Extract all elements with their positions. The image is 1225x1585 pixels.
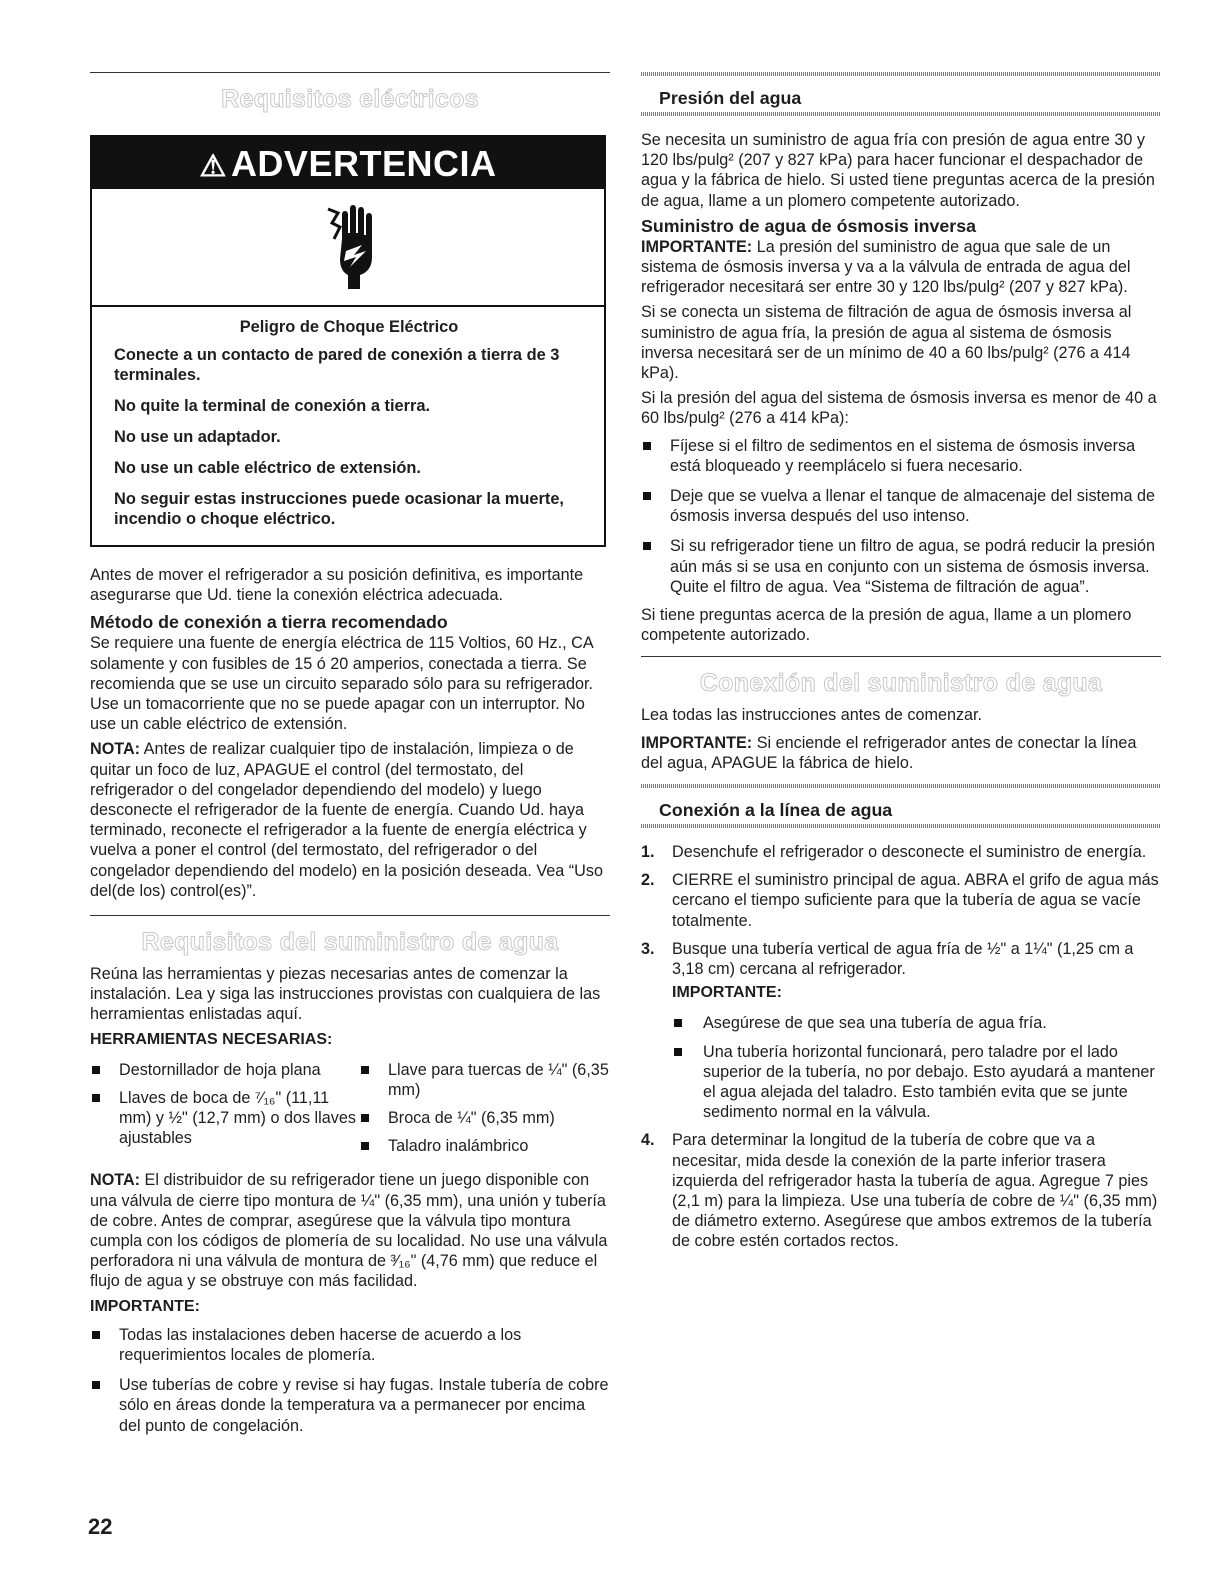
step-item — [641, 939, 1161, 1122]
ro-item: Deje que se vuelva a llenar el tanque de almacenaje del sistema de ósmosis inversa después del uso intenso. — [641, 486, 1161, 526]
tool-item: Destornillador de hoja plana — [90, 1060, 359, 1080]
water-pressure-text: Se necesita un suministro de agua fría con presión de agua entre 30 y 120 lbs/pulg² (207 y 827 kPa) para hacer funcionar el despachador de agua y la fábrica de hielo. Si usted tiene preguntas acerca de la presión de agua, llame a un plomero competente autorizado. — [641, 131, 1155, 210]
warning-line: No seguir estas instrucciones puede ocasionar la muerte, incendio o choque eléctrico. — [114, 490, 564, 528]
step-text: Busque una tubería vertical de agua fría de ½" a 1¼" (1,25 cm a 3,18 cm) cercana al refrigerador. — [672, 939, 1134, 979]
step-item — [641, 842, 1161, 862]
water-connection-title: Conexión del suministro de agua — [699, 669, 1103, 698]
section-rule — [90, 915, 610, 916]
ro-item: Fíjese si el filtro de sedimentos en el sistema de ósmosis inversa está bloqueado y reemplácelo si fuera necesario. — [641, 436, 1161, 476]
ground-method-heading: Método de conexión a tierra recomendado — [90, 612, 448, 633]
step3-list — [672, 1013, 1161, 1122]
ro-closing-text: Si tiene preguntas acerca de la presión de agua, llame a un plomero competente autorizado. — [641, 606, 1132, 645]
ro-item: Si su refrigerador tiene un filtro de agua, se podrá reducir la presión aún más si se usa en conjunto con un sistema de ósmosis inversa. Quite el filtro de agua. Vea “Sistema de filtración de agua”. — [641, 536, 1161, 597]
section-rule — [641, 656, 1161, 657]
step3-important-heading: IMPORTANTE: — [672, 984, 782, 1002]
step-text: Desenchufe el refrigerador o desconecte el suministro de energía. — [672, 843, 1147, 862]
ro-important-paragraph — [641, 237, 1161, 298]
tools-list — [90, 1060, 610, 1157]
important-item: Use tuberías de cobre y revise si hay fugas. Instale tubería de cobre sólo en áreas donde la temperatura va a permanecer por encima del punto de congelación. — [90, 1375, 610, 1436]
ground-method-text: Se requiere una fuente de energía eléctrica de 115 Voltios, 60 Hz., CA solamente y con fusibles de 15 ó 20 amperios, conectada a tierra. Se recomienda que se use un circuito separado sólo para su refrigerador. Use un tomacorriente que no se puede apagar con un interruptor. No use un cable eléctrico de extensión. — [90, 634, 594, 734]
important-item: Todas las instalaciones deben hacerse de acuerdo a los requerimientos locales de plomería. — [90, 1325, 610, 1365]
warning-line: Conecte a un contacto de pared de conexión a tierra de 3 terminales. — [114, 346, 560, 384]
warning-header — [92, 137, 604, 189]
important-heading: IMPORTANTE: — [90, 1297, 200, 1315]
note-label: NOTA: — [90, 740, 141, 759]
step-number: 2. — [641, 871, 655, 890]
right-column — [641, 0, 1161, 1252]
tool-item: Llave para tuercas de ¼" (6,35 mm) — [359, 1060, 610, 1100]
note2-label: NOTA: — [90, 1171, 141, 1190]
top-rule — [90, 72, 610, 73]
warning-hazard: Peligro de Choque Eléctrico — [239, 318, 459, 336]
warning-icon-area — [92, 189, 604, 307]
warning-text — [92, 307, 604, 545]
dotted-rule — [641, 72, 1161, 76]
dotted-rule — [641, 112, 1161, 116]
water-line-heading: Conexión a la línea de agua — [659, 800, 893, 821]
ro-important-text: La presión del suministro de agua que sale de un sistema de ósmosis inversa y va a la válvula de entrada de agua del refrigerador necesitará ser entre 30 y 120 lbs/pulg² (207 y 827 kPa). — [641, 237, 1131, 297]
step-item — [641, 870, 1161, 931]
note-text: Antes de realizar cualquier tipo de instalación, limpieza o de quitar un foco de luz, APAGUE el control (del termostato, del refrigerador o del congelador dependiendo del modelo) y luego desconecte el refrigerador de la fuente de energía. Cuando Ud. haya terminado, reconecte el refrigerador a la fuente de energía eléctrica y vuelva a poner el control (del termostato, del refrigerador o del congelador dependiendo del modelo) en la posición deseada. Vea “Uso del(de los) control(es)”. — [90, 740, 603, 900]
electrical-requirements-title: Requisitos eléctricos — [221, 85, 479, 113]
dotted-rule — [641, 824, 1161, 828]
step-number: 1. — [641, 843, 655, 862]
step3-item: Asegúrese de que sea una tubería de agua fría. — [672, 1013, 1161, 1033]
connection-intro: Lea todas las instrucciones antes de comenzar. — [641, 706, 983, 725]
step-text: CIERRE el suministro principal de agua. ABRA el grifo de agua más cercano el tiempo suficiente para que la tubería de agua se vacíe totalmente. — [672, 871, 1159, 930]
important-list — [90, 1325, 610, 1436]
connection-important-paragraph — [641, 733, 1161, 773]
ro-important-label: IMPORTANTE: — [641, 237, 753, 256]
step-text: Para determinar la longitud de la tubería de cobre que va a necesitar, mida desde la conexión de la parte inferior trasera izquierda del refrigerador hasta la tubería de agua. Agregue 7 pies (2,1 m) para la limpieza. Use una tubería de cobre de ¼" (6,35 mm) de diámetro externo. Asegúrese que ambos extremos de la tubería de cobre estén cortados rectos. — [672, 1131, 1158, 1251]
dotted-rule — [641, 784, 1161, 788]
warning-line: No use un adaptador. — [114, 428, 281, 446]
note-paragraph — [90, 739, 610, 901]
tools-column-1 — [90, 1060, 359, 1157]
ro-text: Si la presión del agua del sistema de ósmosis inversa es menor de 40 a 60 lbs/pulg² (276 a 414 kPa): — [641, 389, 1157, 428]
ro-list — [641, 436, 1161, 597]
tools-heading: HERRAMIENTAS NECESARIAS: — [90, 1030, 333, 1048]
warning-line: No use un cable eléctrico de extensión. — [114, 459, 421, 477]
tool-item: Llaves de boca de ⁷⁄₁₆" (11,11 mm) y ½" (12,7 mm) o dos llaves ajustables — [90, 1088, 359, 1149]
step-item — [641, 1130, 1161, 1251]
step-number: 3. — [641, 939, 655, 958]
note2-text: El distribuidor de su refrigerador tiene un juego disponible con una válvula de cierre tipo montura de ¼" (6,35 mm), una unión y tubería de cobre. Antes de comprar, asegúrese que la válvula tipo montura cumpla con los códigos de plomería de su localidad. No use una válvula perforadora ni una válvula de montura de ³⁄₁₆" (4,76 mm) que reduce el flujo de agua y se obstruye con más facilidad. — [90, 1171, 608, 1291]
connection-important-label: IMPORTANTE: — [641, 733, 753, 752]
water-intro: Reúna las herramientas y piezas necesarias antes de comenzar la instalación. Lea y siga las instrucciones provistas con cualquiera de las herramientas enlistadas aquí. — [90, 965, 601, 1024]
reverse-osmosis-heading: Suministro de agua de ósmosis inversa — [641, 215, 976, 236]
step3-item: Una tubería horizontal funcionará, pero taladre por el lado superior de la tubería, no por debajo. Esto ayudará a mantener el agua alejada del taladro. Esto también evita que se junte sedimento normal en la válvula. — [672, 1042, 1161, 1123]
tools-column-2 — [359, 1060, 610, 1157]
warning-header-label: ADVERTENCIA — [230, 143, 497, 184]
ro-text: Si se conecta un sistema de filtración de agua de ósmosis inversa al suministro de agua fría, la presión de agua al sistema de ósmosis inversa necesitará ser de un mínimo de 40 a 60 lbs/pulg² (276 a 414 kPa). — [641, 303, 1132, 383]
warning-box — [90, 135, 606, 547]
connection-important-text: Si enciende el refrigerador antes de conectar la línea del agua, APAGUE la fábrica de hielo. — [641, 733, 1137, 772]
water-pressure-heading: Presión del agua — [659, 88, 802, 108]
connection-steps — [641, 842, 1161, 1251]
left-column — [90, 0, 610, 1436]
step-number: 4. — [641, 1131, 655, 1150]
tool-item: Taladro inalámbrico — [359, 1136, 610, 1156]
page-number: 22 — [88, 1514, 113, 1539]
electrical-intro: Antes de mover el refrigerador a su posición definitiva, es importante asegurarse que Ud. tiene la conexión eléctrica adecuada. — [90, 566, 584, 605]
warning-line: No quite la terminal de conexión a tierra. — [114, 397, 431, 415]
warning-triangle-icon: ⚠ — [199, 150, 227, 183]
water-requirements-title: Requisitos del suministro de agua — [141, 928, 559, 957]
tool-item: Broca de ¼" (6,35 mm) — [359, 1108, 610, 1128]
electric-shock-hand-icon — [324, 201, 380, 293]
note2-paragraph — [90, 1170, 610, 1291]
